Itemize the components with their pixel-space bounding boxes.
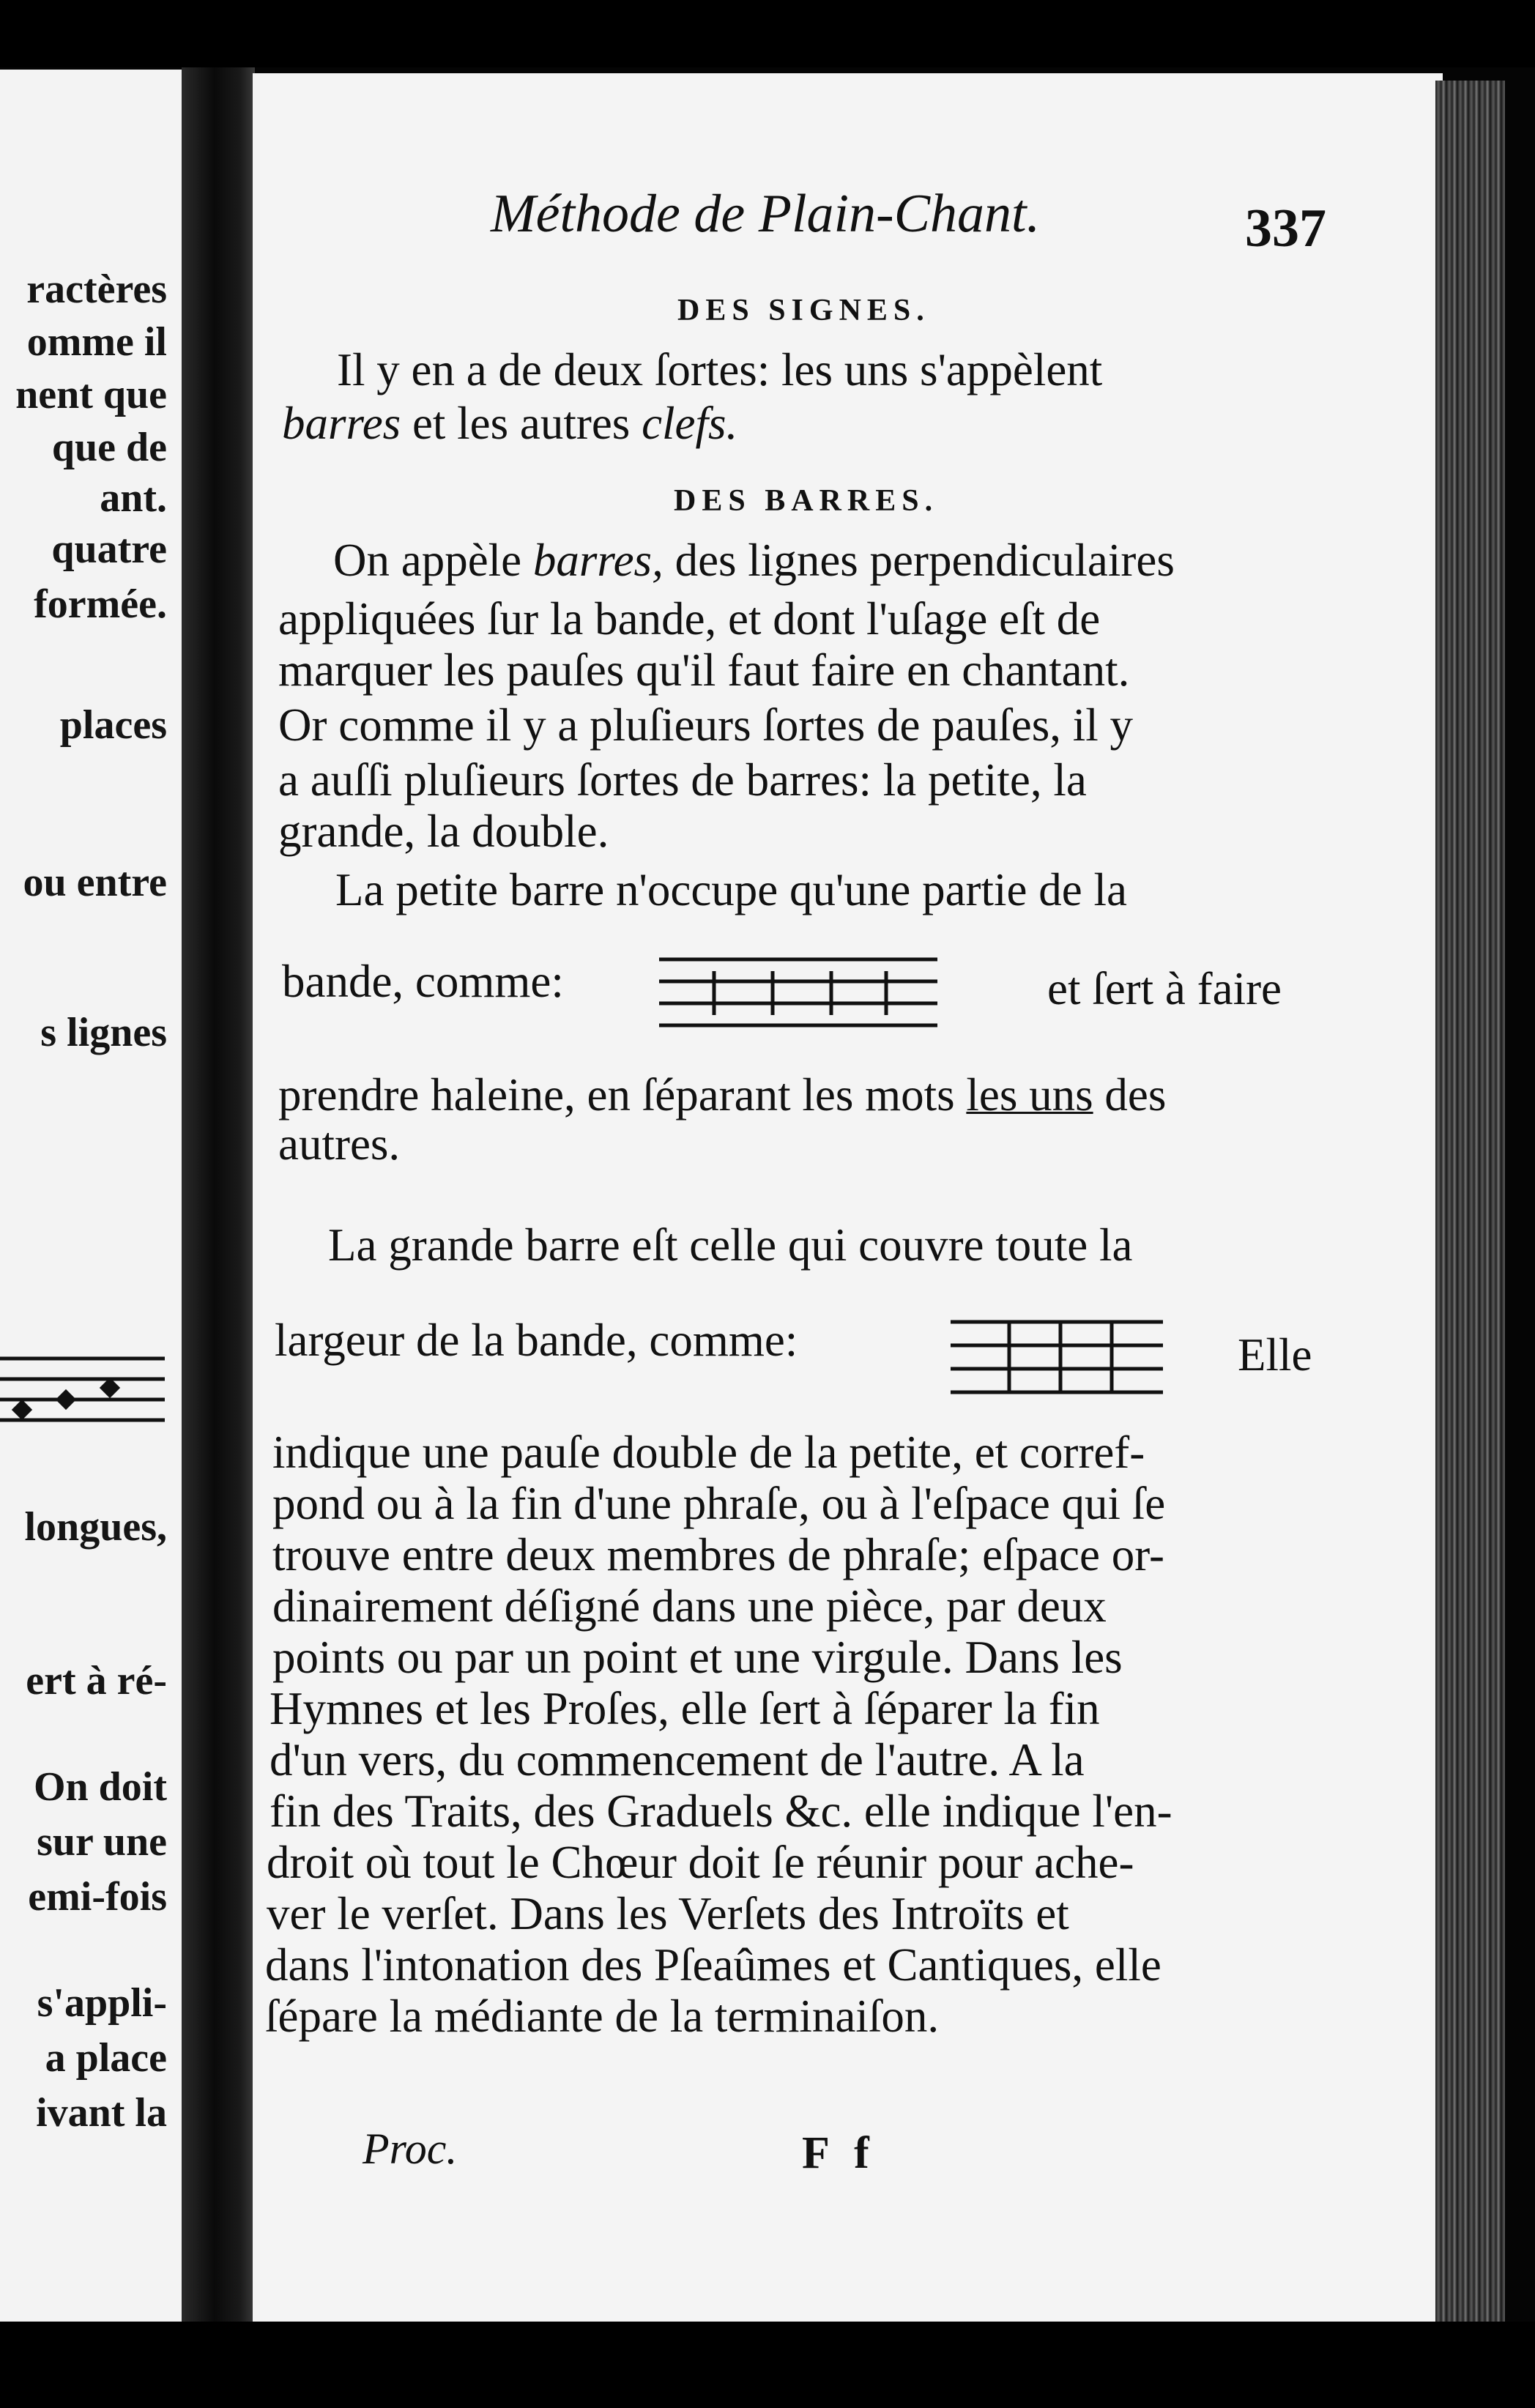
page-number: 337 <box>1245 198 1326 259</box>
text-line: La grande barre eſt celle qui couvre toute la <box>328 1219 1133 1271</box>
text-line: dinairement déſigné dans une pièce, par deux <box>272 1580 1107 1632</box>
text-line: indique une pauſe double de la petite, et corref- <box>272 1427 1145 1478</box>
text-line: Il y en a de deux ſortes: les uns s'appèlent <box>337 344 1103 395</box>
text-line: Elle <box>1238 1329 1312 1380</box>
left-page-line: ivant la <box>36 2090 167 2136</box>
term-clefs: clefs. <box>642 398 738 449</box>
running-head: Méthode de Plain-Chant. <box>491 184 1041 244</box>
left-page-line: sur une <box>37 1819 167 1865</box>
left-page-line: que de <box>51 425 167 470</box>
grande-barre-staff <box>951 1315 1163 1402</box>
left-page-line: emi-fois <box>28 1874 167 1920</box>
section-heading-signes: DES SIGNES. <box>677 294 930 327</box>
text-line: fin des Traits, des Graduels &c. elle indique l'en- <box>270 1785 1172 1837</box>
left-page-line: ou entre <box>23 860 167 905</box>
left-page-line: On doit <box>33 1764 167 1810</box>
term-barres: barres, <box>532 535 664 586</box>
text-line: ſépare la médiante de la terminaiſon. <box>265 1991 940 2042</box>
text-line: autres. <box>278 1118 401 1170</box>
left-page-line: a place <box>45 2035 167 2081</box>
left-page-line: quatre <box>51 527 167 572</box>
text-line: dans l'intonation des Pſeaûmes et Cantiques, elle <box>265 1939 1162 1991</box>
scan-top-border <box>0 0 1535 67</box>
page-edges <box>1435 81 1505 2322</box>
petite-barre-staff <box>659 952 937 1040</box>
left-page-staff <box>0 1351 165 1439</box>
left-page-line: s'appli- <box>37 1980 167 2026</box>
term-barres: barres <box>282 398 401 449</box>
text-line: trouve entre deux membres de phraſe; eſpace or- <box>272 1529 1164 1580</box>
book-gutter <box>182 67 255 2322</box>
scan-bottom-border <box>0 2322 1535 2408</box>
text-line: La petite barre n'occupe qu'une partie de la <box>335 864 1127 915</box>
text-line: pond ou à la fin d'une phraſe, ou à l'eſpace qui ſe <box>272 1478 1166 1529</box>
left-page-line: formée. <box>34 581 167 627</box>
text-fragment: des <box>1093 1069 1167 1121</box>
previous-page-fragment <box>0 70 183 2322</box>
left-page-line: ert à ré- <box>26 1658 167 1703</box>
left-page-line: longues, <box>24 1504 167 1550</box>
text-line: a auſſi pluſieurs ſortes de barres: la petite, la <box>278 754 1087 806</box>
text-line: Or comme il y a pluſieurs ſortes de pauſes, il y <box>278 699 1133 751</box>
text-line: largeur de la bande, comme: <box>275 1315 798 1366</box>
text-line: grande, la double. <box>278 806 609 857</box>
underlined-words: les uns <box>966 1069 1093 1121</box>
text-line: bande, comme: <box>282 956 564 1007</box>
text-line: Hymnes et les Proſes, elle ſert à ſéparer la fin <box>270 1683 1100 1734</box>
text-line: appliquées ſur la bande, et dont l'uſage eſt de <box>278 593 1101 644</box>
left-page-line: omme il <box>26 319 167 365</box>
text-line <box>278 1069 1166 1121</box>
section-heading-barres: DES BARRES. <box>674 484 939 518</box>
text-line: marquer les pauſes qu'il faut faire en chantant. <box>278 644 1130 696</box>
left-page-line: ant. <box>100 475 167 521</box>
catchword: Proc. <box>363 2125 458 2173</box>
text-fragment: et les autres <box>401 398 642 449</box>
text-line <box>282 398 737 449</box>
text-line: d'un vers, du commencement de l'autre. A la <box>270 1734 1085 1785</box>
signature-mark: F f <box>802 2128 877 2178</box>
text-line: points ou par un point et une virgule. Dans les <box>272 1632 1123 1683</box>
text-line: et ſert à faire <box>1047 963 1282 1014</box>
text-fragment: des lignes perpendiculaires <box>663 535 1175 586</box>
text-line: ver le verſet. Dans les Verſets des Introïts et <box>267 1888 1069 1939</box>
text-fragment: prendre haleine, en ſéparant les mots <box>278 1069 967 1121</box>
text-line: droit où tout le Chœur doit ſe réunir pour ache- <box>267 1837 1134 1888</box>
left-page-line: s lignes <box>40 1010 167 1055</box>
left-page-line: nent que <box>15 372 167 417</box>
left-page-line: ractères <box>26 267 167 312</box>
left-page-line: places <box>59 702 167 748</box>
text-line <box>333 535 1175 586</box>
text-fragment: On appèle <box>333 535 533 586</box>
